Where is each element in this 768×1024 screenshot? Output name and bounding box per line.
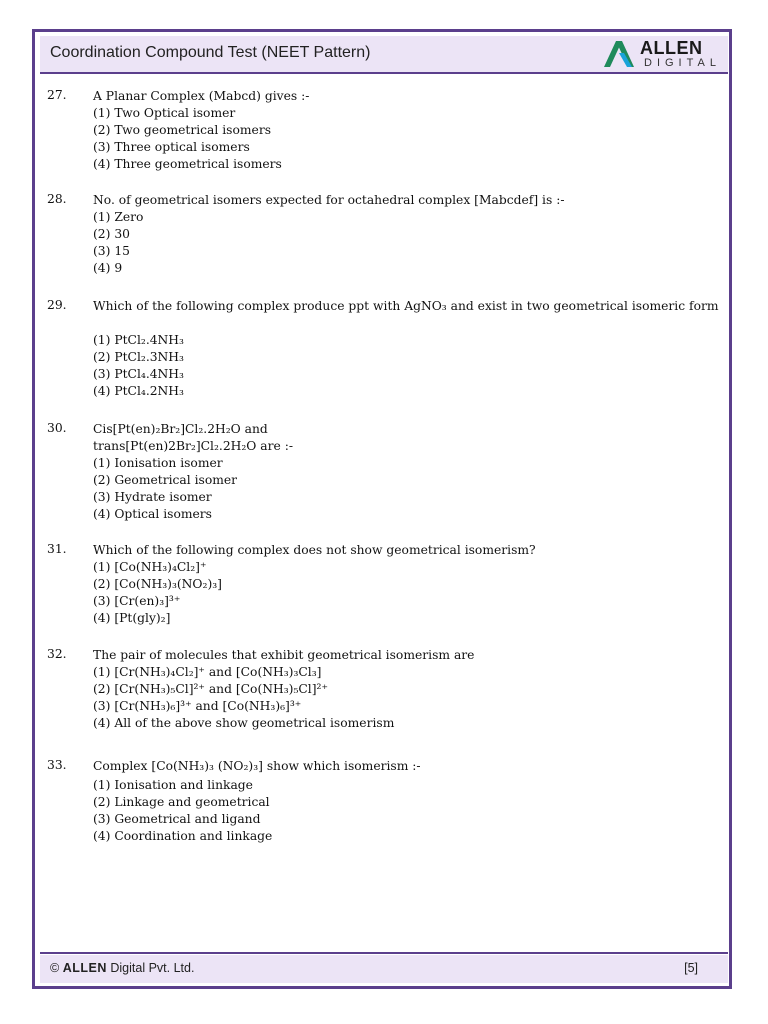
page-title: Coordination Compound Test (NEET Pattern) xyxy=(50,44,371,61)
option-4: (4) 9 xyxy=(93,261,123,275)
option-2: (2) Linkage and geometrical xyxy=(93,795,270,809)
option-1: (1) Two Optical isomer xyxy=(93,106,236,120)
option-3: (3) [Cr(en)₃]³⁺ xyxy=(93,594,181,608)
option-2: (2) [Cr(NH₃)₅Cl]²⁺ and [Co(NH₃)₅Cl]²⁺ xyxy=(93,682,328,696)
question-text: Cis[Pt(en)₂Br₂]Cl₂.2H₂O and trans[Pt(en)2Br₂]Cl₂.2H₂O are :- xyxy=(93,422,293,454)
question-number: 31. xyxy=(47,542,67,556)
question-number: 28. xyxy=(47,192,67,206)
question-number: 32. xyxy=(47,647,67,661)
option-2: (2) Geometrical isomer xyxy=(93,473,238,487)
question-number: 33. xyxy=(47,758,67,772)
option-2: (2) PtCl₂.3NH₃ xyxy=(93,350,184,364)
option-4: (4) Coordination and linkage xyxy=(93,829,273,843)
option-1: (1) [Co(NH₃)₄Cl₂]⁺ xyxy=(93,560,207,574)
option-1: (1) Ionisation and linkage xyxy=(93,778,253,792)
footer-company: Digital Pvt. Ltd. xyxy=(110,961,195,975)
page-header xyxy=(40,36,728,74)
question-text: Which of the following complex does not show geometrical isomerism? xyxy=(93,543,536,557)
footer-divider xyxy=(40,952,728,954)
option-3: (3) Hydrate isomer xyxy=(93,490,212,504)
option-3: (3) Geometrical and ligand xyxy=(93,812,261,826)
option-2: (2) Two geometrical isomers xyxy=(93,123,272,137)
logo-wordmark: ALLEN xyxy=(640,38,703,58)
question-number: 30. xyxy=(47,421,67,435)
option-1: (1) PtCl₂.4NH₃ xyxy=(93,333,184,347)
footer-brand: ALLEN xyxy=(62,961,107,975)
page-footer xyxy=(40,955,728,983)
option-3: (3) [Cr(NH₃)₆]³⁺ and [Co(NH₃)₆]³⁺ xyxy=(93,699,302,713)
question-text: Which of the following complex produce ppt with AgNO₃ and exist in two geometrical isomeric form xyxy=(93,299,719,313)
option-4: (4) All of the above show geometrical isomerism xyxy=(93,716,395,730)
option-1: (1) [Cr(NH₃)₄Cl₂]⁺ and [Co(NH₃)₃Cl₃] xyxy=(93,665,322,679)
question-text: The pair of molecules that exhibit geometrical isomerism are xyxy=(93,648,475,662)
option-1: (1) Ionisation isomer xyxy=(93,456,223,470)
allen-digital-logo xyxy=(602,39,724,71)
allen-logo-icon xyxy=(602,39,636,69)
question-text: Complex [Co(NH₃)₃ (NO₂)₃] show which isomerism :- xyxy=(93,759,421,773)
option-2: (2) 30 xyxy=(93,227,130,241)
option-3: (3) 15 xyxy=(93,244,130,258)
copyright-symbol: © xyxy=(50,961,60,975)
option-2: (2) [Co(NH₃)₃(NO₂)₃] xyxy=(93,577,222,591)
footer-copyright xyxy=(50,961,194,975)
option-1: (1) Zero xyxy=(93,210,144,224)
question-number: 29. xyxy=(47,298,67,312)
option-4: (4) Three geometrical isomers xyxy=(93,157,282,171)
logo-subtitle: DIGITAL xyxy=(644,57,721,69)
option-4: (4) PtCl₄.2NH₃ xyxy=(93,384,184,398)
option-4: (4) Optical isomers xyxy=(93,507,212,521)
question-text: A Planar Complex (Mabcd) gives :- xyxy=(93,89,310,103)
option-3: (3) PtCl₄.4NH₃ xyxy=(93,367,184,381)
question-number: 27. xyxy=(47,88,67,102)
page-number: [5] xyxy=(684,961,698,975)
option-3: (3) Three optical isomers xyxy=(93,140,250,154)
option-4: (4) [Pt(gly)₂] xyxy=(93,611,171,625)
question-text: No. of geometrical isomers expected for octahedral complex [Mabcdef] is :- xyxy=(93,193,565,207)
